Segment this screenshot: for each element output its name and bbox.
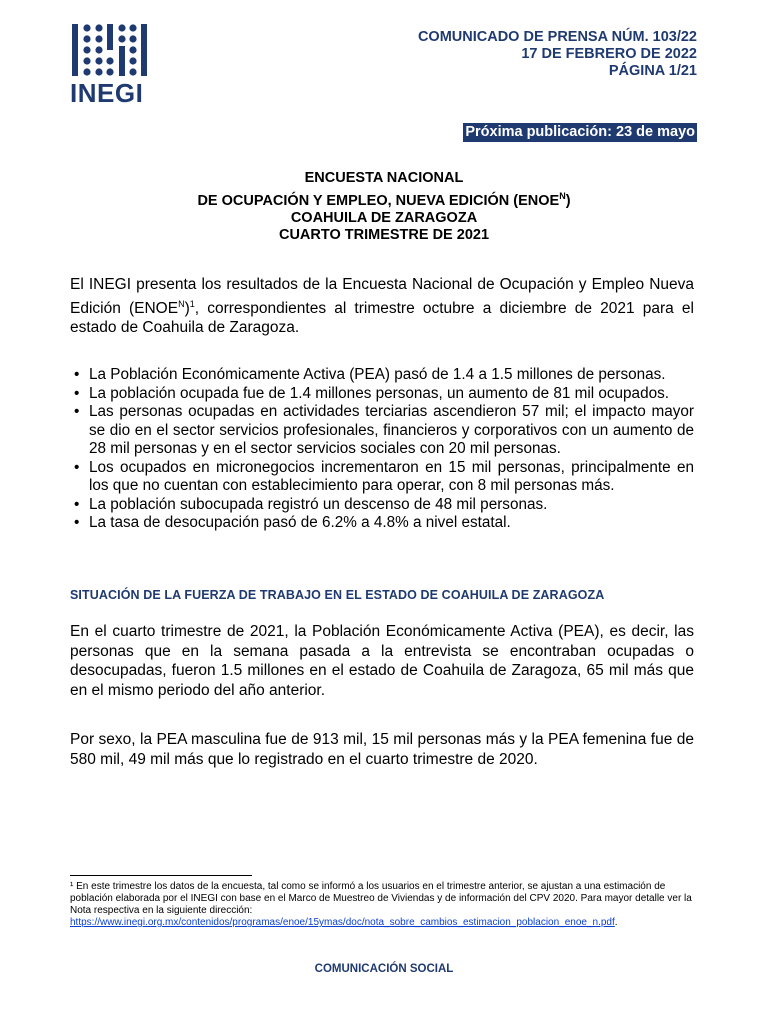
footnote-ref-1: 1: [189, 298, 195, 309]
section-heading: SITUACIÓN DE LA FUERZA DE TRABAJO EN EL ESTADO DE COAHUILA DE ZARAGOZA: [70, 588, 605, 602]
list-item: • La tasa de desocupación pasó de 6.2% a 4.8% a nivel estatal.: [70, 514, 694, 533]
body-paragraph: En el cuarto trimestre de 2021, la Población Económicamente Activa (PEA), es decir, las personas que en la semana pasada a la entrevista se encontraban ocupadas o desocupadas, fueron 1.5 millones en el estado de Coahuila de Zaragoza, 65 mil más que en el mismo periodo del año anterior.: [70, 623, 694, 699]
footnote-marker: ¹: [70, 881, 74, 892]
title-line-2: [70, 188, 698, 210]
press-release-header: [418, 29, 697, 80]
document-title: [70, 170, 698, 245]
title-line-2-close: ): [565, 192, 571, 209]
title-line-3: COAHUILA DE ZARAGOZA: [290, 209, 478, 226]
title-line-2-text: DE OCUPACIÓN Y EMPLEO, NUEVA EDICIÓN (ENOE: [197, 192, 560, 209]
footnote-link[interactable]: https://www.inegi.org.mx/contenidos/programas/enoe/15ymas/doc/nota_sobre_cambios_estimacion_poblacion_enoe_n.pdf: [70, 917, 615, 928]
logo-wordmark: INEGI: [70, 78, 144, 108]
press-release-date: 17 DE FEBRERO DE 2022: [521, 46, 697, 62]
intro-text-1: El INEGI presenta los resultados de la Encuesta Nacional de Ocupación y Empleo Nueva Edición (ENOE: [70, 276, 694, 317]
intro-text-2: ): [184, 299, 190, 317]
next-publication-badge: Próxima publicación: 23 de mayo: [465, 124, 695, 140]
footnote-text: En este trimestre los datos de la encuesta, tal como se informó a los usuarios en el trimestre anterior, se ajustan a una estimación de población elaborada por el INEGI con base en el Marco de Muestreo de Viviendas y de información del CPV 2020. Para mayor detalle ver la Nota respectiva en la siguiente dirección:: [70, 881, 692, 916]
inegi-logo-icon: [70, 22, 156, 78]
press-release-number: COMUNICADO DE PRENSA NÚM. 103/22: [417, 29, 697, 45]
title-superscript: N: [559, 190, 566, 201]
list-item: • La Población Económicamente Activa (PEA) pasó de 1.4 a 1.5 millones de personas.: [70, 366, 694, 385]
list-item: • La población subocupada registró un descenso de 48 mil personas.: [70, 496, 694, 515]
footnote-divider: [70, 875, 252, 876]
intro-paragraph: [70, 275, 694, 338]
list-item: • Los ocupados en micronegocios incrementaron en 15 mil personas, principalmente en los que no cuentan con establecimiento para operar, con 8 mil personas más.: [70, 459, 694, 496]
highlights-list: [70, 366, 694, 533]
page-number: PÁGINA 1/21: [608, 63, 697, 79]
footer-label: COMUNICACIÓN SOCIAL: [314, 963, 454, 975]
body-paragraph: Por sexo, la PEA masculina fue de 913 mil, 15 mil personas más y la PEA femenina fue de 580 mil, 49 mil más que lo registrado en el cuarto trimestre de 2020.: [70, 731, 694, 768]
list-item: • Las personas ocupadas en actividades terciarias ascendieron 57 mil; el impacto mayor se dio en el sector servicios profesionales, financieros y corporativos con un aumento de 28 mil personas y en el sector servicios sociales con 20 mil personas.: [70, 403, 694, 459]
inegi-logo: [70, 22, 160, 106]
title-line-1: ENCUESTA NACIONAL: [304, 170, 464, 186]
intro-sup-n: N: [178, 298, 185, 309]
title-line-4: CUARTO TRIMESTRE DE 2021: [278, 227, 490, 244]
footnote: [70, 881, 700, 929]
list-item: • La población ocupada fue de 1.4 millones personas, un aumento de 81 mil ocupados.: [70, 385, 694, 404]
footnote-period: .: [614, 917, 618, 928]
intro-text-3: , correspondientes al trimestre octubre a diciembre de 2021 para el estado de Coahuila de Zaragoza.: [70, 299, 694, 337]
